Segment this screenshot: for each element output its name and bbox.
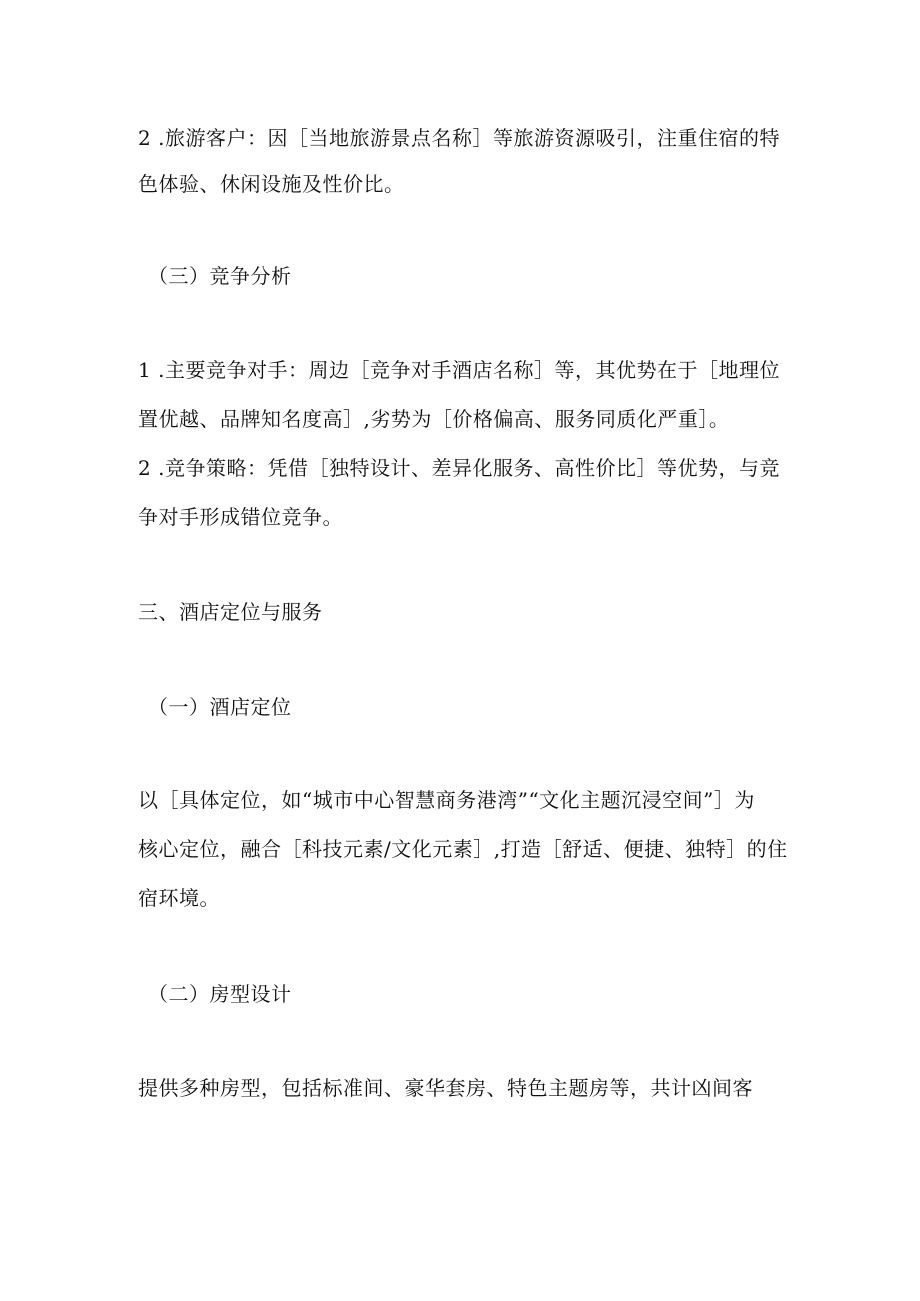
paragraph-main-competitors-line-1: 1 .主要竞争对手：周边［竞争对手酒店名称］等，其优势在于［地理位 [138,358,780,382]
heading-hotel-positioning-and-service: 三、酒店定位与服务 [138,600,323,624]
paragraph-competition-strategy-line-1: 2 .竞争策略：凭借［独特设计、差异化服务、高性价比］等优势，与竞 [138,456,780,480]
paragraph-positioning-line-2: 核心定位，融合［科技元素/文化元素］,打造［舒适、便捷、独特］的住 [138,837,788,861]
heading-competition-analysis: （三）竞争分析 [148,264,292,288]
heading-hotel-positioning: （一）酒店定位 [148,695,292,719]
paragraph-competition-strategy-line-2: 争对手形成错位竞争。 [138,505,343,529]
paragraph-positioning-line-3: 宿环境。 [138,886,220,910]
paragraph-tourist-customers-line-1: 2 .旅游客户：因［当地旅游景点名称］等旅游资源吸引，注重住宿的特 [138,126,780,150]
paragraph-main-competitors-line-2: 置优越、品牌知名度高］,劣势为［价格偏高、服务同质化严重］。 [138,407,730,431]
paragraph-room-types-line-1: 提供多种房型，包括标准间、豪华套房、特色主题房等，共计凶间客 [138,1076,753,1100]
paragraph-tourist-customers-line-2: 色体验、休闲设施及性价比。 [138,172,405,196]
paragraph-positioning-line-1: 以［具体定位，如“城市中心智慧商务港湾”“文化主题沉浸空间”］为 [138,788,755,812]
heading-room-design: （二）房型设计 [148,982,292,1006]
